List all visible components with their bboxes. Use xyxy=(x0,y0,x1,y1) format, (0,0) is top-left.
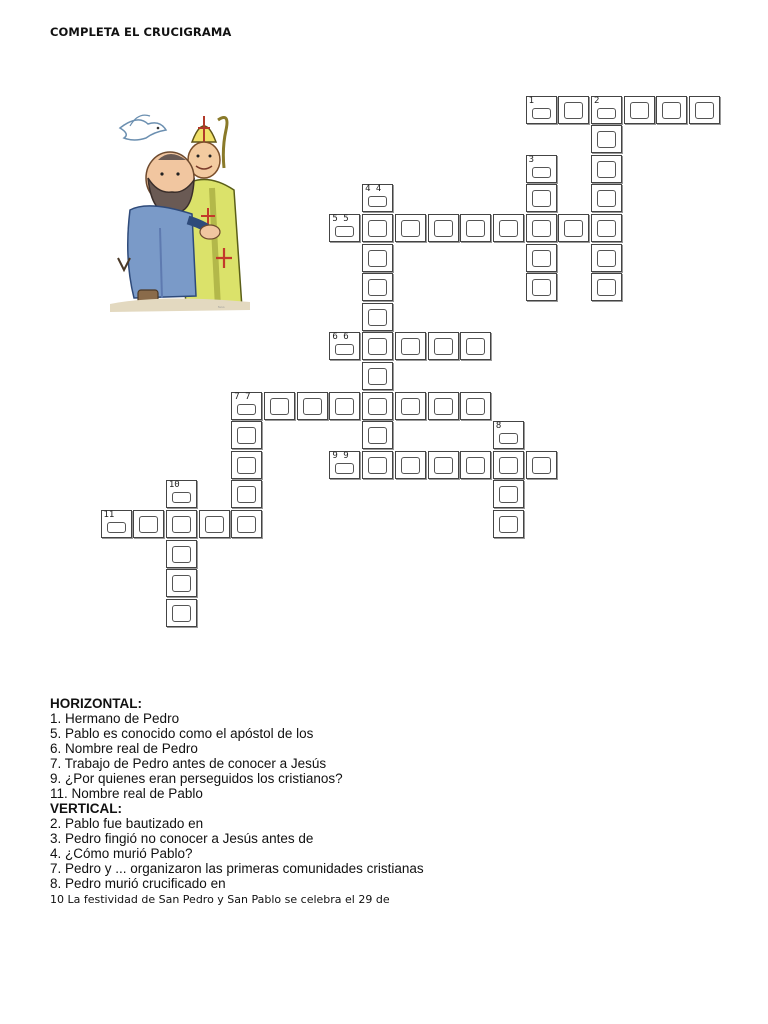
answer-box[interactable] xyxy=(499,220,518,237)
answer-box[interactable] xyxy=(303,398,322,415)
answer-box[interactable] xyxy=(172,546,191,563)
crossword-cell[interactable] xyxy=(591,125,622,153)
answer-box[interactable] xyxy=(237,486,256,503)
crossword-cell[interactable] xyxy=(231,451,262,479)
answer-box[interactable] xyxy=(172,492,191,503)
crossword-cell[interactable] xyxy=(428,392,459,420)
crossword-cell[interactable] xyxy=(591,244,622,272)
horizontal-clue: 9. ¿Por quienes eran perseguidos los cristianos? xyxy=(50,771,343,786)
crossword-cell[interactable] xyxy=(264,392,295,420)
answer-box[interactable] xyxy=(532,250,551,267)
answer-box[interactable] xyxy=(172,516,191,533)
crossword-cell[interactable] xyxy=(460,392,491,420)
answer-box[interactable] xyxy=(401,398,420,415)
answer-box[interactable] xyxy=(368,338,387,355)
answer-box[interactable] xyxy=(237,516,256,533)
horizontal-heading: HORIZONTAL: xyxy=(50,696,142,711)
crossword-cell[interactable] xyxy=(231,421,262,449)
answer-box[interactable] xyxy=(368,279,387,296)
crossword-cell[interactable] xyxy=(591,273,622,301)
crossword-cell[interactable] xyxy=(395,332,426,360)
vertical-clue: 2. Pablo fue bautizado en xyxy=(50,816,204,831)
crossword-cell[interactable] xyxy=(428,451,459,479)
crossword-cell[interactable] xyxy=(362,451,393,479)
crossword-cell[interactable] xyxy=(460,214,491,242)
answer-box[interactable] xyxy=(401,220,420,237)
crossword-cell[interactable] xyxy=(591,96,622,124)
crossword-cell[interactable] xyxy=(428,214,459,242)
crossword-cell[interactable] xyxy=(526,244,557,272)
answer-box[interactable] xyxy=(368,250,387,267)
crossword-cell[interactable] xyxy=(395,214,426,242)
answer-box[interactable] xyxy=(532,167,551,178)
clue-number: 4 4 xyxy=(365,184,382,195)
crossword-cell[interactable] xyxy=(493,480,524,508)
clues-section xyxy=(50,696,710,907)
answer-box[interactable] xyxy=(368,309,387,326)
crossword-cell[interactable] xyxy=(362,244,393,272)
clue-number: 2 xyxy=(594,95,600,106)
crossword-cell[interactable] xyxy=(133,510,164,538)
crossword-cell[interactable] xyxy=(329,332,360,360)
horizontal-clue: 1. Hermano de Pedro xyxy=(50,711,180,726)
crossword-cell[interactable] xyxy=(526,214,557,242)
crossword-cell[interactable] xyxy=(558,96,589,124)
answer-box[interactable] xyxy=(662,102,681,119)
answer-box[interactable] xyxy=(434,457,453,474)
answer-box[interactable] xyxy=(597,220,616,237)
crossword-cell[interactable] xyxy=(428,332,459,360)
answer-box[interactable] xyxy=(237,427,256,444)
answer-box[interactable] xyxy=(205,516,224,533)
crossword-cell[interactable] xyxy=(493,510,524,538)
answer-box[interactable] xyxy=(335,398,354,415)
crossword-cell[interactable] xyxy=(101,510,132,538)
answer-box[interactable] xyxy=(597,108,616,119)
clue-number: 8 xyxy=(495,421,502,432)
crossword-cell[interactable] xyxy=(362,184,393,212)
answer-box[interactable] xyxy=(695,102,714,119)
answer-box[interactable] xyxy=(335,344,354,355)
crossword-cell[interactable] xyxy=(526,273,557,301)
answer-box[interactable] xyxy=(434,398,453,415)
answer-box[interactable] xyxy=(368,196,387,207)
answer-box[interactable] xyxy=(630,102,649,119)
answer-box[interactable] xyxy=(499,433,518,444)
crossword-cell[interactable] xyxy=(362,421,393,449)
crossword-cell[interactable] xyxy=(493,451,524,479)
crossword-cell[interactable] xyxy=(460,451,491,479)
horizontal-clue: 5. Pablo es conocido como el apóstol de los xyxy=(50,726,314,741)
answer-box[interactable] xyxy=(368,220,387,237)
clue-number: 1 xyxy=(528,95,535,106)
crossword-cell[interactable] xyxy=(526,96,557,124)
answer-box[interactable] xyxy=(368,427,387,444)
crossword-cell[interactable] xyxy=(231,480,262,508)
answer-box[interactable] xyxy=(368,457,387,474)
answer-box[interactable] xyxy=(499,516,518,533)
answer-box[interactable] xyxy=(597,279,616,296)
crossword-cell[interactable] xyxy=(362,392,393,420)
clue-number: 6 6 xyxy=(332,332,349,343)
horizontal-clue: 11. Nombre real de Pablo xyxy=(50,786,203,801)
answer-box[interactable] xyxy=(499,486,518,503)
answer-box[interactable] xyxy=(466,457,485,474)
vertical-clue: 7. Pedro y ... organizaron las primeras comunidades cristianas xyxy=(50,861,424,876)
answer-box[interactable] xyxy=(368,368,387,385)
crossword-cell[interactable] xyxy=(166,510,197,538)
answer-box[interactable] xyxy=(532,220,551,237)
clue-number: 3 xyxy=(528,154,535,165)
crossword-cell[interactable] xyxy=(395,451,426,479)
answer-box[interactable] xyxy=(434,338,453,355)
vertical-clue-10: 10 La festividad de San Pedro y San Pablo se celebra el 29 de xyxy=(50,893,390,906)
answer-box[interactable] xyxy=(107,522,126,533)
crossword-cell[interactable] xyxy=(624,96,655,124)
crossword-cell[interactable] xyxy=(166,540,197,568)
crossword-cell[interactable] xyxy=(526,184,557,212)
crossword-cell[interactable] xyxy=(199,510,230,538)
vertical-clue: 8. Pedro murió crucificado en xyxy=(50,876,226,891)
answer-box[interactable] xyxy=(532,279,551,296)
answer-box[interactable] xyxy=(532,108,551,119)
answer-box[interactable] xyxy=(532,190,551,207)
crossword-cell[interactable] xyxy=(329,214,360,242)
clue-number: 5 5 xyxy=(332,214,349,224)
crossword-cell[interactable] xyxy=(231,510,262,538)
answer-box[interactable] xyxy=(434,220,453,237)
crossword-cell[interactable] xyxy=(460,332,491,360)
crossword-cell[interactable] xyxy=(362,332,393,360)
answer-box[interactable] xyxy=(335,226,354,237)
answer-box[interactable] xyxy=(564,220,583,237)
crossword-cell[interactable] xyxy=(395,392,426,420)
vertical-clue: 4. ¿Cómo murió Pablo? xyxy=(50,846,193,861)
answer-box[interactable] xyxy=(597,250,616,267)
clue-number: 10 xyxy=(168,480,180,491)
answer-box[interactable] xyxy=(237,457,256,474)
answer-box[interactable] xyxy=(401,457,420,474)
answer-box[interactable] xyxy=(172,575,191,592)
crossword-cell[interactable] xyxy=(362,273,393,301)
crossword-cell[interactable] xyxy=(362,214,393,242)
crossword-cell[interactable] xyxy=(493,214,524,242)
answer-box[interactable] xyxy=(172,605,191,622)
crossword-cell[interactable] xyxy=(558,214,589,242)
answer-box[interactable] xyxy=(368,398,387,415)
svg-text:fano: fano xyxy=(218,305,225,309)
vertical-heading: VERTICAL: xyxy=(50,801,122,816)
crossword-cell[interactable] xyxy=(231,392,262,420)
answer-box[interactable] xyxy=(532,457,551,474)
clue-number: 11 xyxy=(103,510,115,520)
answer-box[interactable] xyxy=(139,516,158,533)
answer-box[interactable] xyxy=(597,161,616,178)
crossword-cell[interactable] xyxy=(166,569,197,597)
crossword-cell[interactable] xyxy=(329,392,360,420)
crossword-cell[interactable] xyxy=(656,96,687,124)
crossword-cell[interactable] xyxy=(591,155,622,183)
crossword-cell[interactable] xyxy=(297,392,328,420)
crossword-cell[interactable] xyxy=(689,96,720,124)
answer-box[interactable] xyxy=(597,190,616,207)
answer-box[interactable] xyxy=(597,131,616,148)
answer-box[interactable] xyxy=(237,404,256,415)
vertical-clue: 3. Pedro fingió no conocer a Jesús antes de xyxy=(50,831,314,846)
answer-box[interactable] xyxy=(270,398,289,415)
crossword-cell[interactable] xyxy=(362,362,393,390)
clue-number: 7 7 xyxy=(234,391,251,402)
crossword-cell[interactable] xyxy=(526,155,557,183)
horizontal-clue: 7. Trabajo de Pedro antes de conocer a Jesús xyxy=(50,756,327,771)
crossword-cell[interactable] xyxy=(591,184,622,212)
answer-box[interactable] xyxy=(466,398,485,415)
crossword-cell[interactable] xyxy=(362,303,393,331)
clue-number: 9 9 xyxy=(332,450,349,461)
answer-box[interactable] xyxy=(466,338,485,355)
horizontal-clue: 6. Nombre real de Pedro xyxy=(50,741,198,756)
crossword-cell[interactable] xyxy=(526,451,557,479)
crossword-cell[interactable] xyxy=(493,421,524,449)
page-title: COMPLETA EL CRUCIGRAMA xyxy=(50,25,232,39)
answer-box[interactable] xyxy=(401,338,420,355)
answer-box[interactable] xyxy=(564,102,583,119)
crossword-cell[interactable] xyxy=(591,214,622,242)
crossword-cell[interactable] xyxy=(329,451,360,479)
answer-box[interactable] xyxy=(466,220,485,237)
answer-box[interactable] xyxy=(335,463,354,474)
answer-box[interactable] xyxy=(499,457,518,474)
crossword-cell[interactable] xyxy=(166,599,197,627)
crossword-cell[interactable] xyxy=(166,480,197,508)
